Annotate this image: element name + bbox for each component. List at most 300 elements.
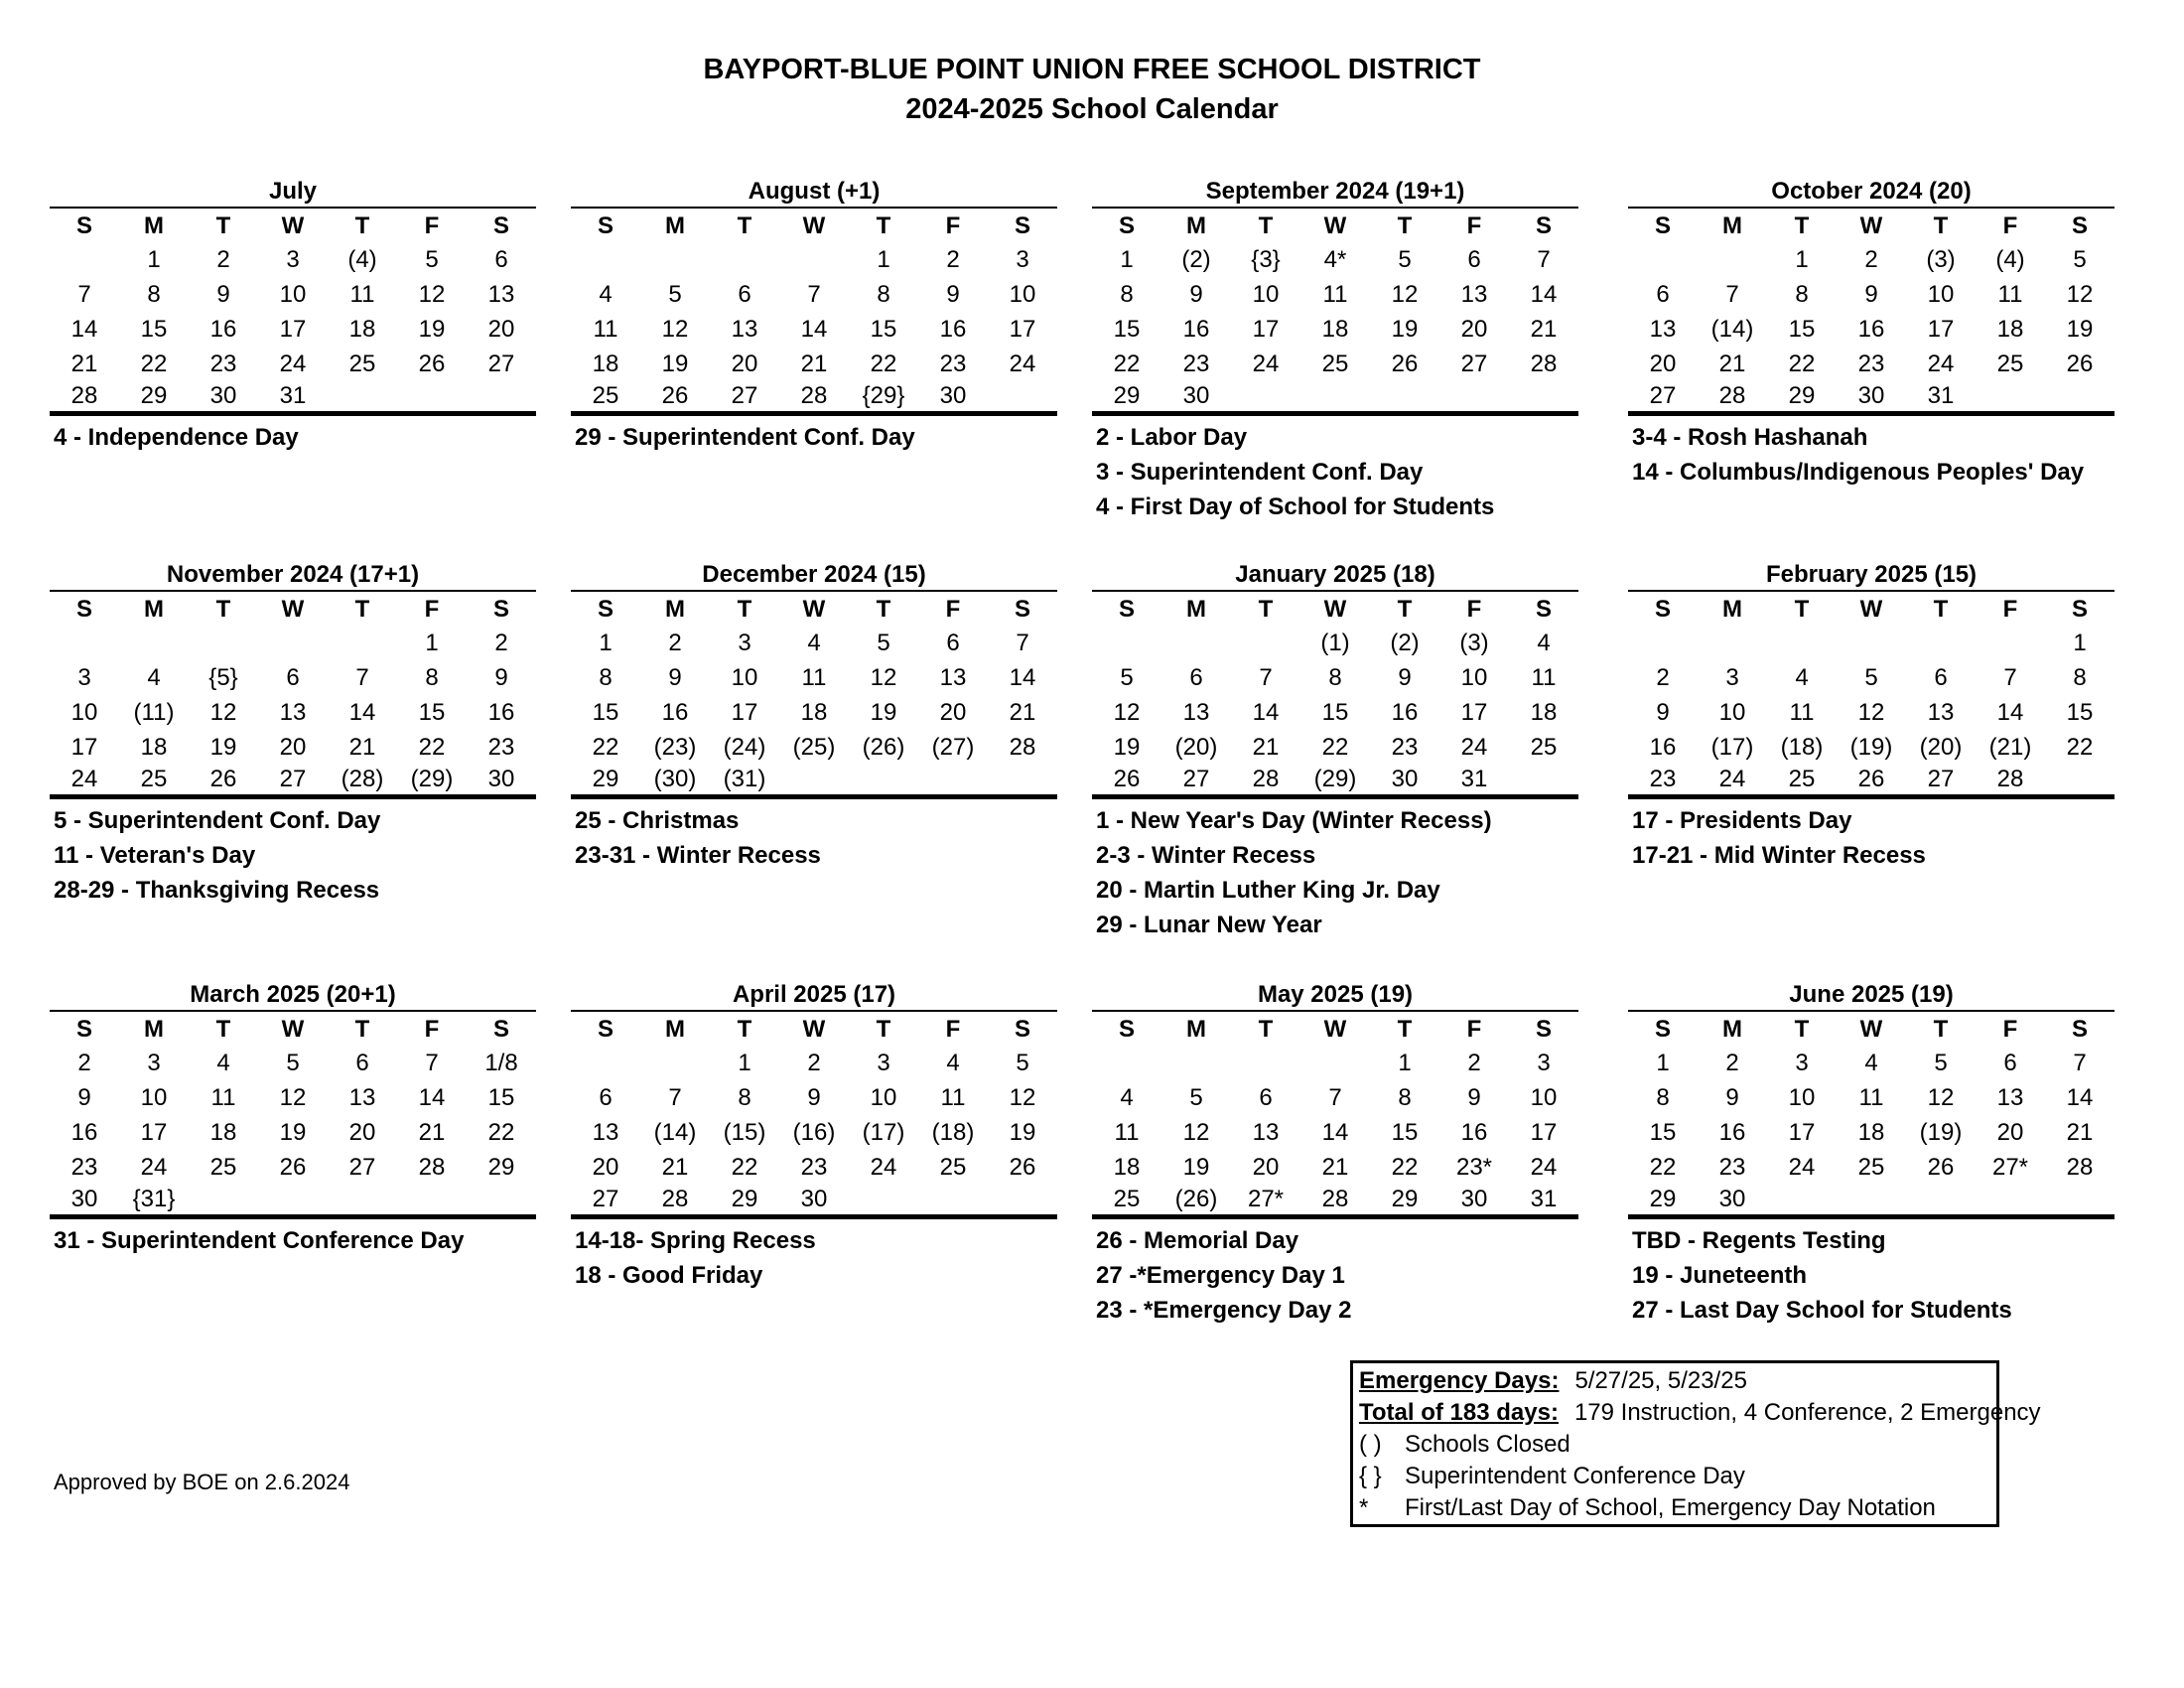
- day-cell: 18: [592, 350, 619, 377]
- day-cell: {29}: [862, 382, 905, 409]
- month-block: [50, 560, 536, 908]
- week-row: [1092, 660, 1578, 695]
- day-cell: 7: [2073, 1049, 2087, 1076]
- day-cell: (23): [653, 733, 697, 761]
- day-cell: 30: [1718, 1186, 1746, 1212]
- holiday-note: 11 - Veteran's Day: [54, 842, 256, 869]
- weekday-label: T: [215, 212, 231, 239]
- day-cell: 27: [731, 382, 758, 409]
- day-cell: 10: [1530, 1083, 1558, 1111]
- month-title: January 2025 (18): [1235, 561, 1435, 588]
- day-cell: 17: [140, 1118, 168, 1146]
- weekday-label: F: [945, 596, 961, 623]
- day-cell: 14: [348, 698, 376, 726]
- day-cell: 2: [216, 245, 230, 273]
- day-cell: 10: [731, 663, 758, 691]
- week-row: [50, 277, 536, 312]
- day-cell: 20: [1996, 1118, 2024, 1146]
- week-row: [1092, 1185, 1578, 1214]
- weekday-label: M: [1186, 1016, 1206, 1043]
- weekday-label: T: [354, 212, 370, 239]
- day-cell: 1: [1795, 245, 1809, 273]
- weekday-header-row: [1628, 211, 2115, 242]
- day-cell: 11: [940, 1083, 966, 1111]
- day-cell: (26): [862, 733, 905, 761]
- day-cell: 27: [1182, 766, 1210, 792]
- day-cell: (14): [1710, 315, 1754, 343]
- day-cell: 22: [1391, 1153, 1419, 1181]
- weekday-header-row: [1628, 594, 2115, 626]
- day-cell: 6: [1467, 245, 1481, 273]
- weekday-label: S: [2071, 1016, 2088, 1043]
- day-cell: 9: [1656, 698, 1670, 726]
- day-cell: 20: [592, 1153, 619, 1181]
- day-cell: 18: [1113, 1153, 1141, 1181]
- day-cell: 12: [661, 315, 689, 343]
- day-cell: 3: [147, 1049, 161, 1076]
- week-row: [1628, 242, 2115, 277]
- day-cell: 6: [286, 663, 300, 691]
- month-title: October 2024 (20): [1771, 178, 1972, 205]
- weekday-label: W: [281, 1016, 305, 1043]
- day-cell: 15: [1788, 315, 1816, 343]
- weekday-header-row: [1092, 1014, 1578, 1046]
- week-row: [1628, 1080, 2115, 1115]
- day-cell: (3): [1926, 245, 1956, 273]
- day-cell: 15: [2066, 698, 2094, 726]
- month-notes: [1092, 1219, 1578, 1328]
- day-cell: 24: [1460, 733, 1488, 761]
- weekday-label: M: [1722, 212, 1742, 239]
- month-block: [571, 980, 1057, 1293]
- day-cell: 10: [1718, 698, 1746, 726]
- day-cell: 16: [1391, 698, 1419, 726]
- weekday-label: T: [1933, 596, 1949, 623]
- day-cell: 17: [70, 733, 98, 761]
- day-cell: 4*: [1323, 245, 1347, 273]
- weekday-header-row: [50, 211, 536, 242]
- weekday-label: T: [354, 596, 370, 623]
- month-block: [50, 980, 536, 1258]
- day-cell: (28): [341, 766, 384, 792]
- month-notes: [1092, 416, 1578, 524]
- weekday-label: M: [144, 212, 164, 239]
- day-cell: 7: [1016, 629, 1029, 656]
- month-block: [1092, 560, 1578, 942]
- weekday-label: F: [1466, 212, 1482, 239]
- day-cell: 23: [800, 1153, 828, 1181]
- day-cell: 1: [1398, 1049, 1412, 1076]
- weekday-label: T: [876, 1016, 891, 1043]
- day-cell: 13: [487, 280, 515, 308]
- day-cell: 15: [592, 698, 619, 726]
- weekday-label: T: [215, 1016, 231, 1043]
- day-cell: 25: [348, 350, 376, 377]
- day-cell: 12: [1182, 1118, 1210, 1146]
- week-row: [1092, 1115, 1578, 1150]
- day-cell: 22: [2066, 733, 2094, 761]
- holiday-note: 17 - Presidents Day: [1632, 807, 1852, 834]
- weekday-label: T: [876, 596, 891, 623]
- day-cell: 7: [425, 1049, 439, 1076]
- holiday-note: 4 - Independence Day: [54, 424, 299, 451]
- month-title: April 2025 (17): [732, 981, 896, 1008]
- calendar-title: 2024-2025 School Calendar: [905, 93, 1279, 125]
- weekday-label: W: [1859, 212, 1883, 239]
- day-cell: 30: [1857, 382, 1885, 409]
- day-cell: 13: [1927, 698, 1955, 726]
- weekday-label: F: [2002, 596, 2018, 623]
- day-cell: 12: [279, 1083, 307, 1111]
- week-row: [571, 626, 1057, 660]
- weekday-label: S: [1014, 596, 1030, 623]
- day-cell: 11: [1114, 1118, 1140, 1146]
- day-cell: 6: [1934, 663, 1948, 691]
- weekday-label: T: [737, 596, 752, 623]
- day-cell: 27*: [1991, 1153, 2029, 1181]
- week-row: [1092, 277, 1578, 312]
- day-cell: (31): [723, 766, 766, 792]
- month-block: [1092, 177, 1578, 524]
- week-row: [1628, 695, 2115, 730]
- holiday-note: 18 - Good Friday: [575, 1262, 763, 1289]
- day-cell: 22: [870, 350, 897, 377]
- legend-total: [1359, 1397, 2041, 1429]
- header: [0, 50, 2184, 129]
- day-cell: 28: [1530, 350, 1558, 377]
- day-cell: 12: [209, 698, 237, 726]
- day-cell: 18: [1857, 1118, 1885, 1146]
- week-row: [571, 312, 1057, 347]
- day-cell: 20: [348, 1118, 376, 1146]
- day-cell: 30: [209, 382, 237, 409]
- week-row: [571, 1080, 1057, 1115]
- day-cell: 10: [870, 1083, 897, 1111]
- weekday-label: S: [75, 596, 92, 623]
- day-cell: 19: [661, 350, 689, 377]
- day-cell: 5: [1934, 1049, 1948, 1076]
- holiday-note: 1 - New Year's Day (Winter Recess): [1096, 807, 1492, 834]
- holiday-note: 5 - Superintendent Conf. Day: [54, 807, 381, 834]
- day-cell: 23: [1857, 350, 1885, 377]
- weekday-label: M: [1186, 212, 1206, 239]
- day-cell: 12: [870, 663, 897, 691]
- week-row: [1628, 765, 2115, 794]
- day-cell: 19: [2066, 315, 2094, 343]
- day-cell: 19: [209, 733, 237, 761]
- day-cell: 15: [140, 315, 168, 343]
- weekday-label: T: [1933, 1016, 1949, 1043]
- legend-symbol: { }: [1359, 1463, 1382, 1489]
- day-cell: 14: [1996, 698, 2024, 726]
- month-grid: [50, 590, 536, 799]
- day-cell: 9: [668, 663, 682, 691]
- day-cell: 23: [1649, 766, 1677, 792]
- day-cell: 5: [286, 1049, 300, 1076]
- day-cell: 30: [800, 1186, 828, 1212]
- weekday-label: T: [1258, 1016, 1274, 1043]
- day-cell: 15: [870, 315, 897, 343]
- day-cell: 7: [668, 1083, 682, 1111]
- day-cell: 14: [1321, 1118, 1349, 1146]
- day-cell: 6: [946, 629, 960, 656]
- month-block: [571, 560, 1057, 873]
- day-cell: 27: [348, 1153, 376, 1181]
- day-cell: 25: [209, 1153, 237, 1181]
- day-cell: 20: [1649, 350, 1677, 377]
- day-cell: (19): [1919, 1118, 1963, 1146]
- day-cell: 14: [1530, 280, 1558, 308]
- month-grid: [571, 590, 1057, 799]
- day-cell: 18: [348, 315, 376, 343]
- day-cell: 28: [2066, 1153, 2094, 1181]
- holiday-note: 26 - Memorial Day: [1096, 1227, 1299, 1254]
- day-cell: 26: [209, 766, 237, 792]
- legend-emergency: [1359, 1365, 1990, 1397]
- month-grid: [1628, 590, 2115, 799]
- day-cell: {3}: [1251, 245, 1281, 273]
- day-cell: 15: [1321, 698, 1349, 726]
- day-cell: 5: [1398, 245, 1412, 273]
- day-cell: 19: [279, 1118, 307, 1146]
- district-name: BAYPORT-BLUE POINT UNION FREE SCHOOL DISTRICT: [703, 54, 1481, 85]
- month-notes: [571, 799, 1057, 873]
- week-row: [1092, 765, 1578, 794]
- day-cell: 21: [800, 350, 828, 377]
- day-cell: 6: [1259, 1083, 1273, 1111]
- weekday-label: T: [1397, 596, 1413, 623]
- day-cell: (16): [792, 1118, 836, 1146]
- day-cell: 14: [70, 315, 98, 343]
- weekday-label: F: [945, 212, 961, 239]
- day-cell: 6: [2003, 1049, 2017, 1076]
- day-cell: 7: [807, 280, 821, 308]
- weekday-label: S: [597, 1016, 614, 1043]
- day-cell: 1: [2073, 629, 2087, 656]
- weekday-label: T: [1397, 212, 1413, 239]
- day-cell: 27: [1927, 766, 1955, 792]
- month-grid: [571, 1010, 1057, 1219]
- day-cell: 26: [279, 1153, 307, 1181]
- weekday-label: F: [1466, 596, 1482, 623]
- day-cell: 16: [487, 698, 515, 726]
- week-row: [1628, 1150, 2115, 1185]
- day-cell: (2): [1181, 245, 1211, 273]
- week-row: [1628, 626, 2115, 660]
- day-cell: 10: [1009, 280, 1036, 308]
- day-cell: 18: [1996, 315, 2024, 343]
- week-row: [1628, 277, 2115, 312]
- month-block: [1628, 177, 2115, 490]
- week-row: [50, 381, 536, 411]
- day-cell: 3: [286, 245, 300, 273]
- month-title: June 2025 (19): [1789, 981, 1954, 1008]
- day-cell: 28: [661, 1186, 689, 1212]
- weekday-label: T: [1258, 596, 1274, 623]
- week-row: [1092, 730, 1578, 765]
- weekday-label: T: [737, 1016, 752, 1043]
- day-cell: 9: [807, 1083, 821, 1111]
- day-cell: 31: [1530, 1186, 1558, 1212]
- day-cell: 23: [1718, 1153, 1746, 1181]
- weekday-label: W: [281, 596, 305, 623]
- week-row: [571, 1185, 1057, 1214]
- week-row: [50, 1115, 536, 1150]
- day-cell: 10: [1927, 280, 1955, 308]
- weekday-label: S: [1535, 596, 1552, 623]
- weekday-label: T: [215, 596, 231, 623]
- weekday-label: S: [2071, 596, 2088, 623]
- day-cell: 30: [487, 766, 515, 792]
- day-cell: 6: [494, 245, 508, 273]
- day-cell: 13: [592, 1118, 619, 1146]
- weekday-label: S: [1014, 1016, 1030, 1043]
- weekday-label: F: [1466, 1016, 1482, 1043]
- legend-text: Schools Closed: [1405, 1431, 1570, 1458]
- day-cell: 13: [731, 315, 758, 343]
- day-cell: 28: [1718, 382, 1746, 409]
- day-cell: 1/8: [484, 1049, 518, 1076]
- week-row: [1628, 1185, 2115, 1214]
- day-cell: 6: [599, 1083, 613, 1111]
- legend-item: [1359, 1461, 1990, 1492]
- day-cell: 12: [418, 280, 446, 308]
- day-cell: 17: [1009, 315, 1036, 343]
- day-cell: 2: [1725, 1049, 1739, 1076]
- day-cell: 19: [1182, 1153, 1210, 1181]
- week-row: [571, 695, 1057, 730]
- day-cell: (15): [723, 1118, 766, 1146]
- day-cell: 1: [1120, 245, 1134, 273]
- day-cell: 3: [77, 663, 91, 691]
- week-row: [50, 1150, 536, 1185]
- legend-box: [1350, 1360, 2041, 1527]
- holiday-note: 23-31 - Winter Recess: [575, 842, 821, 869]
- weekday-label: T: [1794, 596, 1810, 623]
- day-cell: 19: [1113, 733, 1141, 761]
- day-cell: 1: [599, 629, 613, 656]
- day-cell: 16: [1182, 315, 1210, 343]
- day-cell: 12: [2066, 280, 2094, 308]
- day-cell: 13: [1182, 698, 1210, 726]
- holiday-note: 4 - First Day of School for Students: [1096, 493, 1495, 520]
- weekday-header-row: [571, 1014, 1057, 1046]
- day-cell: 8: [1328, 663, 1342, 691]
- day-cell: 6: [355, 1049, 369, 1076]
- legend-text: First/Last Day of School, Emergency Day Notation: [1405, 1494, 1936, 1521]
- day-cell: 27*: [1247, 1186, 1285, 1212]
- month-notes: [1628, 799, 2115, 873]
- day-cell: 13: [279, 698, 307, 726]
- holiday-note: 28-29 - Thanksgiving Recess: [54, 877, 380, 904]
- day-cell: 26: [2066, 350, 2094, 377]
- day-cell: 30: [939, 382, 967, 409]
- weekday-label: T: [1258, 212, 1274, 239]
- day-cell: 5: [1016, 1049, 1029, 1076]
- day-cell: 10: [140, 1083, 168, 1111]
- day-cell: 15: [1113, 315, 1141, 343]
- weekday-header-row: [571, 594, 1057, 626]
- day-cell: (1): [1320, 629, 1350, 656]
- month-notes: [571, 416, 1057, 455]
- day-cell: 18: [1530, 698, 1558, 726]
- day-cell: 12: [1391, 280, 1419, 308]
- holiday-note: 14-18- Spring Recess: [575, 1227, 816, 1254]
- day-cell: 22: [1788, 350, 1816, 377]
- day-cell: 17: [279, 315, 307, 343]
- month-title: July: [268, 178, 318, 205]
- week-row: [571, 1115, 1057, 1150]
- day-cell: 28: [800, 382, 828, 409]
- day-cell: 8: [599, 663, 613, 691]
- day-cell: 19: [870, 698, 897, 726]
- day-cell: 19: [1009, 1118, 1036, 1146]
- day-cell: 27: [592, 1186, 619, 1212]
- weekday-label: M: [144, 1016, 164, 1043]
- month-title: December 2024 (15): [702, 561, 926, 588]
- day-cell: (29): [1313, 766, 1357, 792]
- week-row: [1628, 660, 2115, 695]
- day-cell: (17): [1710, 733, 1754, 761]
- day-cell: 16: [1460, 1118, 1488, 1146]
- holiday-note: 20 - Martin Luther King Jr. Day: [1096, 877, 1440, 904]
- month-block: [1628, 560, 2115, 873]
- weekday-header-row: [571, 211, 1057, 242]
- holiday-note: 14 - Columbus/Indigenous Peoples' Day: [1632, 459, 2085, 486]
- weekday-label: W: [1323, 596, 1347, 623]
- day-cell: 1: [147, 245, 161, 273]
- day-cell: 23*: [1455, 1153, 1493, 1181]
- day-cell: 23: [70, 1153, 98, 1181]
- week-row: [50, 1185, 536, 1214]
- day-cell: (20): [1919, 733, 1963, 761]
- day-cell: 17: [731, 698, 758, 726]
- day-cell: 2: [807, 1049, 821, 1076]
- weekday-label: S: [1118, 212, 1135, 239]
- week-row: [1092, 347, 1578, 381]
- week-row: [1628, 1046, 2115, 1080]
- day-cell: (18): [931, 1118, 975, 1146]
- week-row: [1092, 1046, 1578, 1080]
- holiday-note: 29 - Lunar New Year: [1096, 912, 1322, 938]
- day-cell: 24: [1009, 350, 1036, 377]
- week-row: [1628, 347, 2115, 381]
- day-cell: 14: [418, 1083, 446, 1111]
- month-notes: [50, 416, 536, 455]
- weekday-label: F: [945, 1016, 961, 1043]
- day-cell: 5: [425, 245, 439, 273]
- day-cell: 11: [1789, 698, 1815, 726]
- day-cell: 23: [1182, 350, 1210, 377]
- day-cell: 9: [946, 280, 960, 308]
- weekday-header-row: [50, 1014, 536, 1046]
- day-cell: (14): [653, 1118, 697, 1146]
- weekday-header-row: [1092, 211, 1578, 242]
- month-title: March 2025 (20+1): [190, 981, 396, 1008]
- week-row: [50, 242, 536, 277]
- day-cell: 14: [1252, 698, 1280, 726]
- month-notes: [571, 1219, 1057, 1293]
- day-cell: 4: [1795, 663, 1809, 691]
- day-cell: 22: [140, 350, 168, 377]
- day-cell: 14: [800, 315, 828, 343]
- day-cell: {31}: [132, 1186, 176, 1212]
- day-cell: 2: [1656, 663, 1670, 691]
- legend-total-value: 179 Instruction, 4 Conference, 2 Emergency: [1573, 1399, 2041, 1426]
- day-cell: 31: [1927, 382, 1955, 409]
- day-cell: (19): [1849, 733, 1893, 761]
- day-cell: 3: [738, 629, 751, 656]
